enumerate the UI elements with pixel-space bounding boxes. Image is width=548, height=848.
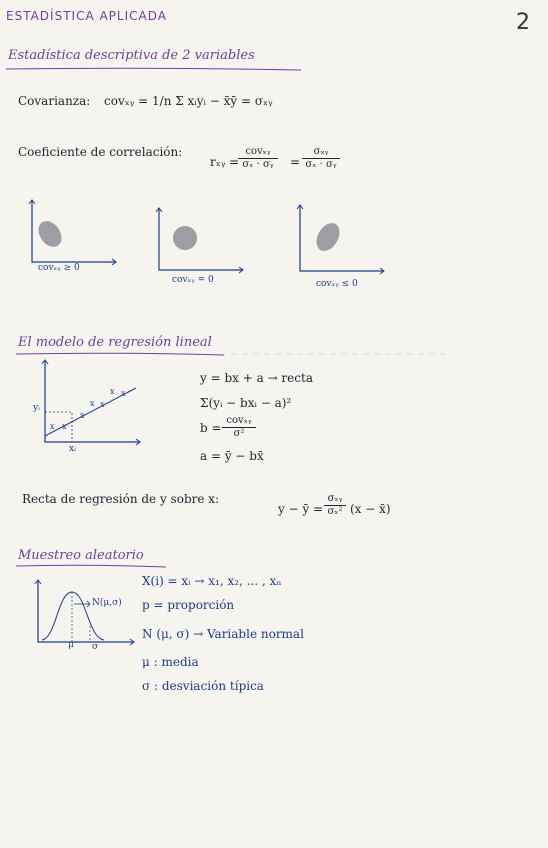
recta-regresion-lhs: y − ȳ = xyxy=(278,502,324,516)
section3-underline xyxy=(16,563,176,569)
svg-text:x: x xyxy=(110,387,115,396)
scatter-plot-positive xyxy=(28,200,128,270)
recta-regresion-rhs: (x − x̄) xyxy=(350,502,391,516)
correlacion-num-2: σₓᵧ xyxy=(313,146,329,157)
muestreo-line-1: X(i) = xᵢ → x₁, x₂, ... , xₙ xyxy=(142,574,282,588)
page-header-title: ESTADÍSTICA APLICADA xyxy=(6,9,167,23)
correlacion-num-1: covₓᵧ xyxy=(245,146,271,157)
svg-text:x: x xyxy=(100,400,105,409)
correlacion-fraction-1 xyxy=(238,146,278,170)
regression-axis-x-label: xᵢ xyxy=(69,444,76,454)
svg-text:x: x xyxy=(50,422,55,431)
svg-text:x: x xyxy=(80,411,85,420)
scatter-label-negative: covₓᵧ ≤ 0 xyxy=(316,279,358,289)
regression-eq-b-fraction xyxy=(222,415,256,439)
page-number: 2 xyxy=(516,10,530,35)
recta-regresion-den: σₓ² xyxy=(324,505,346,517)
svg-text:x: x xyxy=(62,422,67,431)
muestreo-line-2: p = proporción xyxy=(142,598,235,612)
normal-distribution-plot xyxy=(34,580,144,650)
normal-sigma-label: σ xyxy=(92,642,99,652)
scatter-plot-zero xyxy=(155,208,255,278)
correlacion-lhs: rₓᵧ = xyxy=(210,155,240,169)
section1-underline xyxy=(6,66,306,72)
section-title-muestreo: Muestreo aleatorio xyxy=(18,548,144,563)
covarianza-formula: covₓᵧ = 1/n Σ xᵢyᵢ − x̄ȳ = σₓᵧ xyxy=(104,94,273,108)
section2-underline xyxy=(16,351,456,357)
normal-curve-label: N(μ,σ) xyxy=(92,598,122,608)
regression-eq-a: a = ȳ − bx̄ xyxy=(200,449,264,463)
recta-regresion-num: σₓᵧ xyxy=(327,493,343,504)
covarianza-label: Covarianza: xyxy=(18,94,91,108)
muestreo-line-5: σ : desviación típica xyxy=(142,679,264,693)
regression-eq-b-den: σ² xyxy=(222,427,256,439)
svg-text:x: x xyxy=(90,399,95,408)
regression-eq-line: y = bx + a → recta xyxy=(200,371,313,385)
scatter-label-zero: covₓᵧ = 0 xyxy=(172,275,214,285)
recta-regresion-label: Recta de regresión de y sobre x: xyxy=(22,492,220,506)
regression-eq-b-num: covₓᵧ xyxy=(226,415,252,426)
regression-plot xyxy=(36,360,146,450)
correlacion-den-1: σₓ · σᵧ xyxy=(238,158,278,170)
normal-mu-label: μ xyxy=(68,640,74,650)
scatter-plot-negative xyxy=(296,205,396,280)
regression-eq-sum: Σ(yᵢ − bxᵢ − a)² xyxy=(200,396,292,410)
correlacion-den-2: σₓ · σᵧ xyxy=(302,158,340,170)
recta-regresion-fraction xyxy=(324,493,346,517)
section-title-regresion: El modelo de regresión lineal xyxy=(18,335,212,350)
scatter-label-positive: covₓᵧ ≥ 0 xyxy=(38,263,80,273)
correlacion-fraction-2 xyxy=(302,146,340,170)
muestreo-line-4: μ : media xyxy=(142,655,199,669)
section-title-descriptiva: Estadística descriptiva de 2 variables xyxy=(8,48,255,63)
regression-axis-y-label: yᵢ xyxy=(33,403,40,413)
svg-text:x: x xyxy=(121,389,126,398)
regression-eq-b-lhs: b = xyxy=(200,421,222,435)
muestreo-line-3: N (μ, σ) → Variable normal xyxy=(142,627,304,641)
correlacion-eq2: = xyxy=(290,155,301,169)
correlacion-label: Coeficiente de correlación: xyxy=(18,145,183,159)
